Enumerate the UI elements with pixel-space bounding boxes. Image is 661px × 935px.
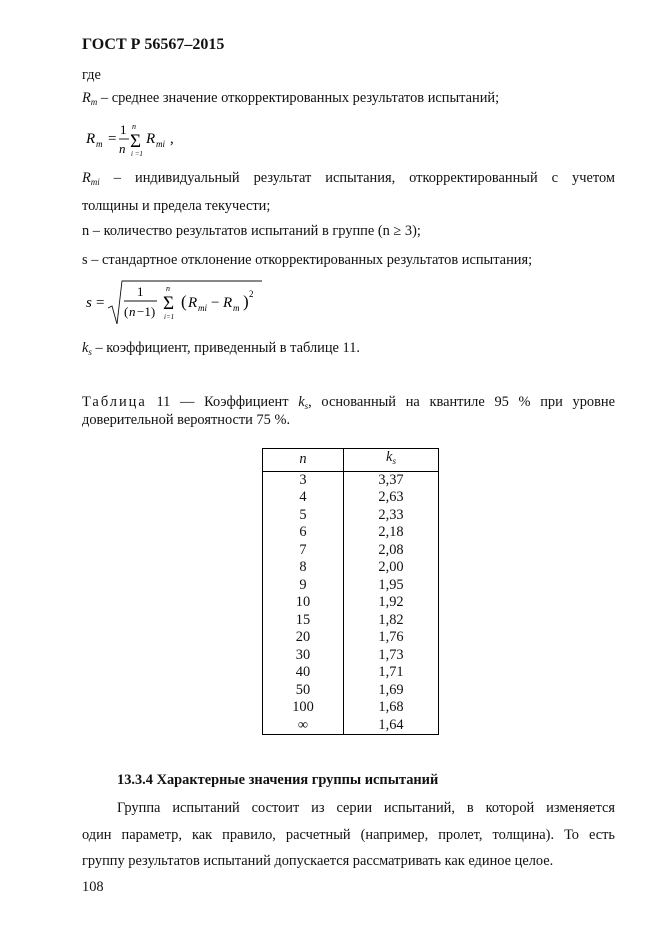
cell-n: 4 — [263, 489, 344, 507]
section-paragraph-line2: один параметр, как правило, расчетный (например, пролет, толщина). То есть — [82, 827, 615, 843]
cell-ks: 3,37 — [344, 471, 439, 489]
table-row — [263, 471, 439, 489]
table-row — [263, 524, 439, 542]
rmi-definition-line2: толщины и предела текучести; — [82, 198, 271, 214]
cell-ks: 1,76 — [344, 629, 439, 647]
table-row — [263, 664, 439, 682]
svg-text:R: R — [223, 295, 233, 311]
table-row — [263, 629, 439, 647]
table-row — [263, 542, 439, 560]
cell-n: 9 — [263, 577, 344, 595]
svg-text:−1): −1) — [137, 304, 156, 319]
cell-n: 40 — [263, 664, 344, 682]
cell-n: 30 — [263, 647, 344, 665]
rmi-definition-line1: $R_{mi}$ – индивидуальный результат испытания, откорректированный с учетом — [82, 170, 615, 187]
cell-n: 100 — [263, 699, 344, 717]
svg-text:=: = — [96, 295, 105, 311]
svg-text:i=1: i=1 — [164, 313, 175, 321]
cell-n: 7 — [263, 542, 344, 560]
cell-n: 3 — [263, 471, 344, 489]
mean-formula — [84, 118, 194, 162]
cell-ks: 2,18 — [344, 524, 439, 542]
cell-n: 5 — [263, 507, 344, 525]
svg-text:Σ: Σ — [130, 131, 142, 152]
cell-n: 6 — [263, 524, 344, 542]
rmi-description: индивидуальный результат испытания, откорректированный с учетом — [135, 170, 615, 186]
svg-text:2: 2 — [249, 289, 254, 299]
s-definition: s – стандартное отклонение откорректированных результатов испытания; — [82, 252, 533, 268]
cell-ks: 1,69 — [344, 682, 439, 700]
svg-text:R: R — [188, 295, 198, 311]
cell-n: ∞ — [263, 717, 344, 735]
svg-text:n: n — [119, 141, 126, 156]
table-caption-line2: доверительной вероятности 75 %. — [82, 412, 291, 428]
cell-ks: 1,73 — [344, 647, 439, 665]
table-row — [263, 507, 439, 525]
stddev-formula — [84, 278, 264, 328]
section-paragraph-line1: Группа испытаний состоит из серии испытаний, в которой изменяется — [117, 800, 615, 816]
svg-text:,: , — [170, 131, 174, 147]
svg-text:i =1: i =1 — [131, 150, 143, 158]
cell-n: 20 — [263, 629, 344, 647]
mean-formula-svg — [84, 118, 194, 162]
ks-table — [262, 448, 439, 735]
svg-text:n: n — [166, 284, 170, 293]
ks-subscript: s — [88, 347, 92, 357]
cell-n: 10 — [263, 594, 344, 612]
svg-text:(: ( — [181, 292, 187, 311]
cell-ks: 2,08 — [344, 542, 439, 560]
rm-definition — [82, 90, 499, 107]
section-heading: 13.3.4 Характерные значения группы испытаний — [117, 772, 439, 788]
column-header-n: n — [263, 449, 344, 472]
svg-text:−: − — [211, 295, 220, 311]
cell-ks: 1,68 — [344, 699, 439, 717]
table-row — [263, 699, 439, 717]
table-caption-line1: Таблица 11 — Коэффициент $k_s$, основанный на квантиле 95 % при уровне — [82, 394, 615, 411]
table-row — [263, 577, 439, 595]
cell-ks: 2,63 — [344, 489, 439, 507]
cell-ks: 1,64 — [344, 717, 439, 735]
svg-text:n: n — [129, 304, 136, 319]
rm-subscript: m — [90, 97, 98, 107]
n-definition: n – количество результатов испытаний в группе (n ≥ 3); — [82, 223, 421, 239]
rm-symbol: R — [82, 90, 91, 106]
section-paragraph-line3: группу результатов испытаний допускается рассматривать как единое целое. — [82, 853, 554, 869]
svg-text:=: = — [108, 131, 117, 147]
cell-ks: 2,00 — [344, 559, 439, 577]
table-row — [263, 612, 439, 630]
document-header: ГОСТ Р 56567–2015 — [82, 36, 225, 53]
cell-n: 15 — [263, 612, 344, 630]
where-label: где — [82, 67, 101, 83]
table-row — [263, 559, 439, 577]
page-number: 108 — [82, 879, 104, 895]
svg-text:Σ: Σ — [163, 293, 175, 314]
column-header-ks: $k_s$ — [344, 449, 439, 472]
rm-description: – среднее значение откорректированных результатов испытаний; — [97, 90, 500, 106]
cell-ks: 1,82 — [344, 612, 439, 630]
svg-text:mi: mi — [198, 303, 207, 313]
cell-ks: 1,92 — [344, 594, 439, 612]
svg-text:(: ( — [124, 304, 129, 319]
table-row — [263, 594, 439, 612]
cell-n: 8 — [263, 559, 344, 577]
svg-text:R: R — [146, 131, 156, 147]
cell-ks: 2,33 — [344, 507, 439, 525]
ks-definition — [82, 340, 360, 357]
svg-text:m: m — [233, 303, 240, 313]
svg-text:): ) — [243, 292, 249, 311]
table-row — [263, 717, 439, 735]
ks-symbol: k — [82, 340, 89, 356]
ks-description: – коэффициент, приведенный в таблице 11. — [91, 340, 360, 356]
table-header-row — [263, 449, 439, 472]
cell-ks: 1,71 — [344, 664, 439, 682]
table-row — [263, 647, 439, 665]
cell-ks: 1,95 — [344, 577, 439, 595]
svg-text:m: m — [96, 139, 103, 149]
svg-text:1: 1 — [137, 284, 144, 299]
svg-text:mi: mi — [156, 139, 165, 149]
stddev-formula-svg — [84, 278, 264, 328]
svg-text:1: 1 — [120, 122, 127, 137]
cell-n: 50 — [263, 682, 344, 700]
svg-text:R: R — [86, 131, 96, 147]
svg-text:s: s — [86, 295, 92, 311]
svg-text:n: n — [132, 122, 136, 131]
table-row — [263, 489, 439, 507]
table-row — [263, 682, 439, 700]
